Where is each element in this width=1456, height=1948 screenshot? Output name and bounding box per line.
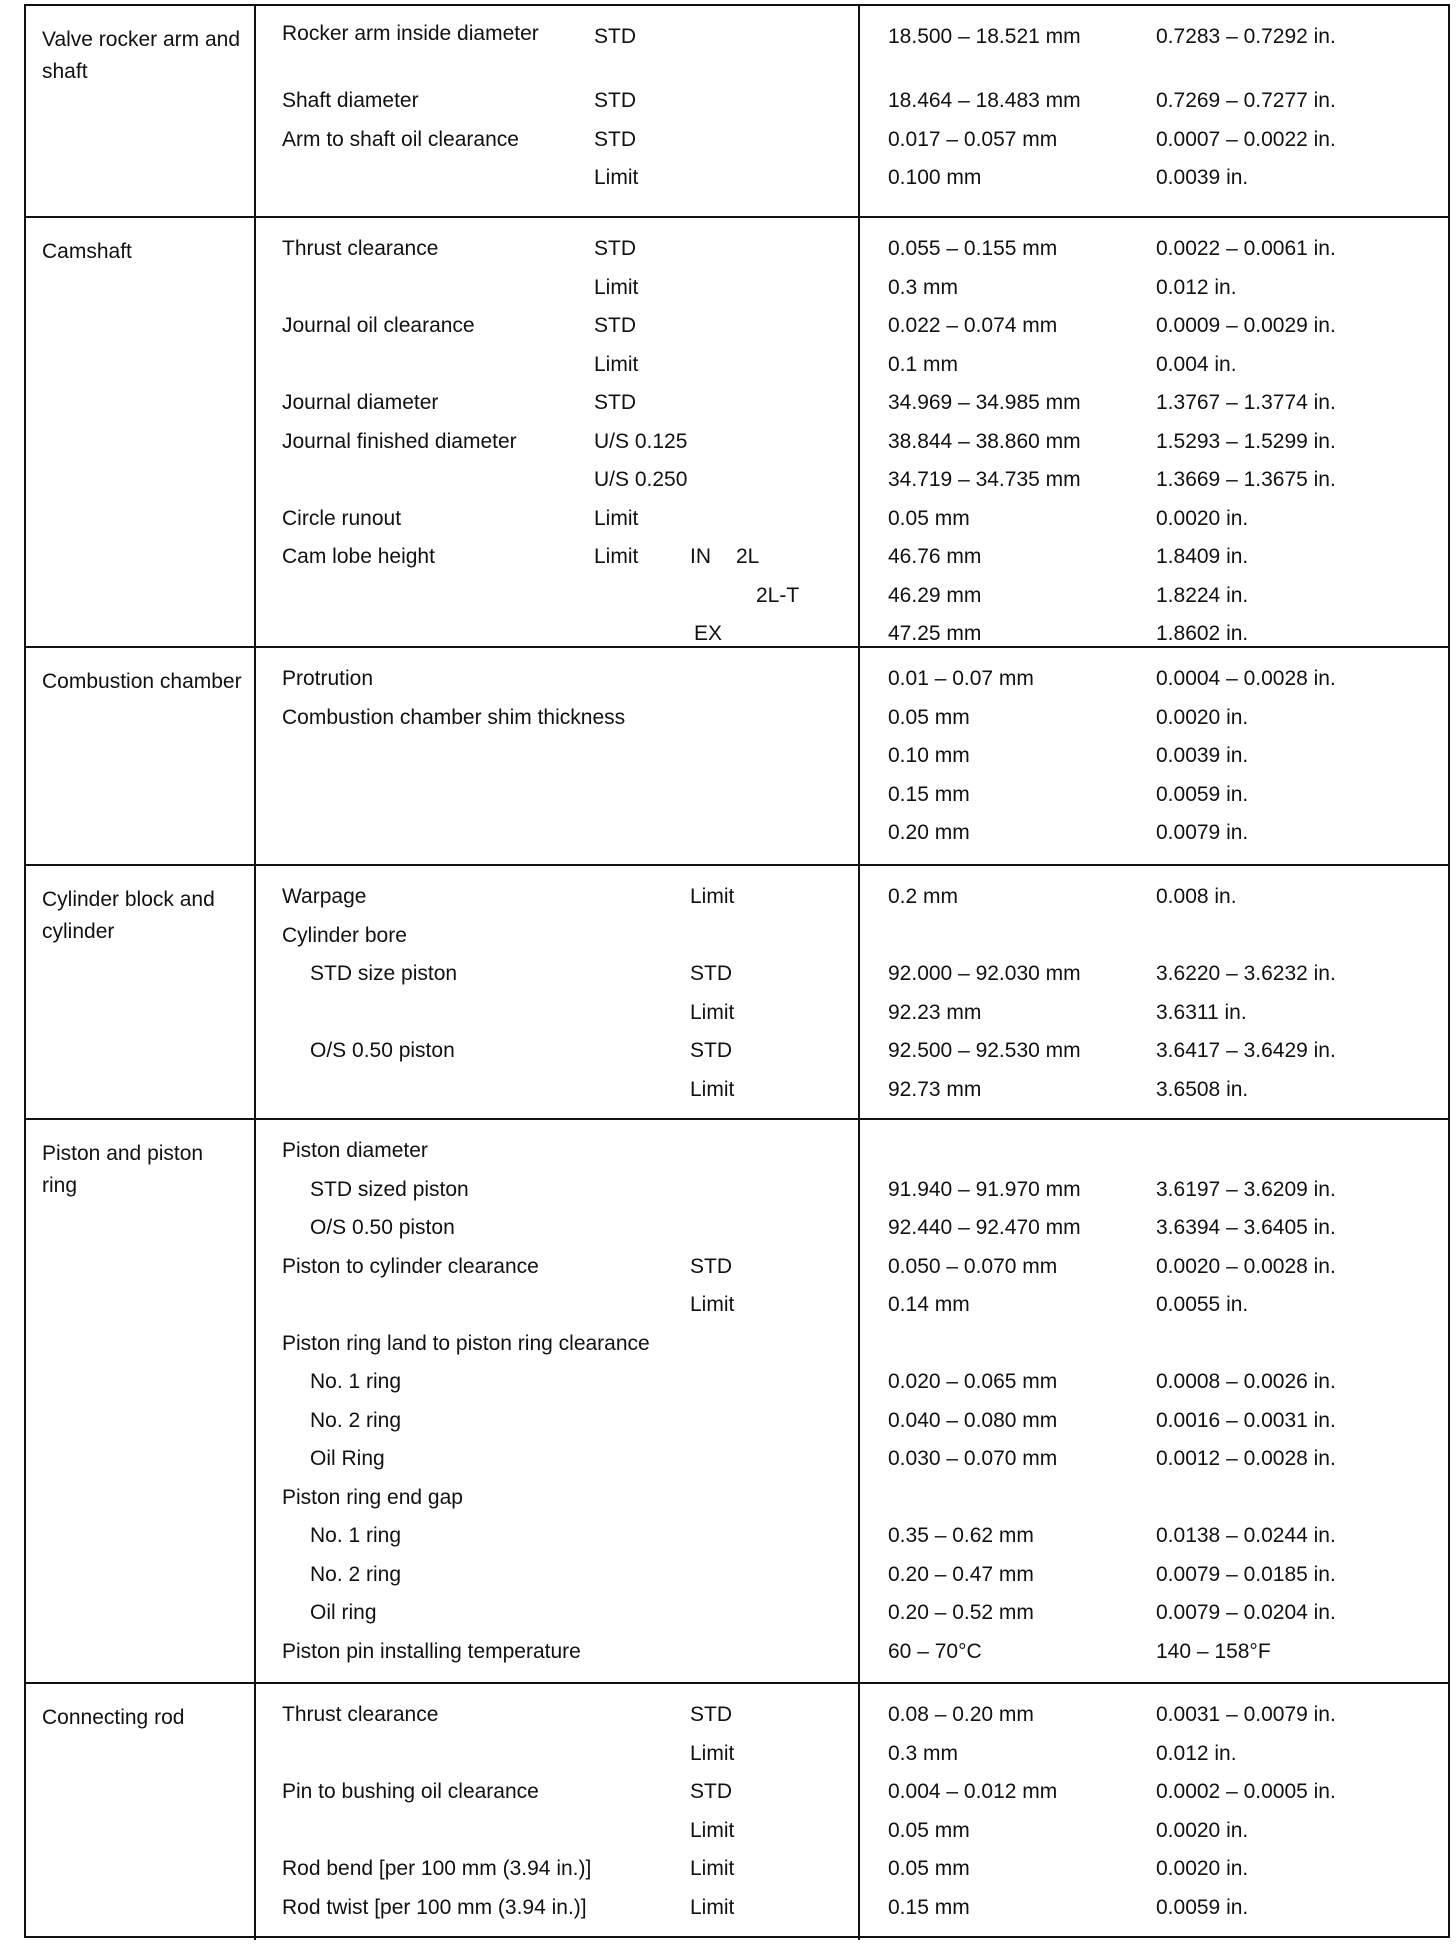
spec-condition: Limit	[690, 1293, 735, 1316]
imperial-value: 3.6394 – 3.6405 in.	[1156, 1216, 1336, 1239]
spec-item: Warpage	[282, 885, 367, 908]
metric-value: 0.2 mm	[888, 885, 959, 908]
metric-value: 0.1 mm	[888, 352, 959, 376]
spec-row	[26, 660, 1448, 698]
imperial-value: 0.008 in.	[1156, 885, 1237, 908]
spec-condition: IN	[690, 545, 711, 568]
spec-item: Thrust clearance	[282, 237, 439, 260]
metric-value: 0.35 – 0.62 mm	[888, 1524, 1034, 1547]
metric-value: 0.05 mm	[888, 506, 970, 530]
spec-row	[26, 1696, 1448, 1734]
metric-value: 0.022 – 0.074 mm	[888, 314, 1058, 337]
imperial-value: 3.6197 – 3.6209 in.	[1156, 1177, 1336, 1201]
spec-row	[26, 699, 1448, 737]
metric-value: 18.500 – 18.521 mm	[888, 25, 1081, 48]
spec-row	[26, 461, 1448, 499]
spec-row	[26, 1479, 1448, 1517]
spec-condition: STD	[690, 962, 732, 985]
spec-item: Piston to cylinder clearance	[282, 1254, 539, 1278]
spec-item: No. 1 ring	[310, 1524, 402, 1547]
imperial-value: 0.0020 in.	[1156, 1857, 1249, 1880]
spec-row	[26, 917, 1448, 955]
spec-condition: STD	[594, 391, 636, 414]
spec-condition: STD	[594, 237, 636, 260]
spec-item: STD size piston	[310, 962, 458, 985]
metric-value: 0.3 mm	[888, 1741, 959, 1765]
spec-row	[26, 1889, 1448, 1927]
spec-item: STD sized piston	[310, 1177, 469, 1201]
spec-row	[26, 230, 1448, 268]
spec-condition: STD	[594, 89, 636, 112]
spec-item: Pin to bushing oil clearance	[282, 1780, 539, 1803]
imperial-value: 0.0002 – 0.0005 in.	[1156, 1780, 1336, 1803]
spec-condition: Limit	[690, 1000, 735, 1024]
metric-value: 0.15 mm	[888, 1895, 970, 1919]
spec-condition: Limit	[690, 1818, 735, 1842]
metric-value: 0.040 – 0.080 mm	[888, 1408, 1058, 1432]
spec-condition: Limit	[594, 545, 639, 568]
metric-value: 34.969 – 34.985 mm	[888, 391, 1081, 414]
spec-condition: STD	[594, 314, 636, 337]
spec-row	[26, 1248, 1448, 1286]
spec-row	[26, 1402, 1448, 1440]
spec-row	[26, 878, 1448, 916]
spec-row	[26, 1517, 1448, 1555]
imperial-value: 0.7283 – 0.7292 in.	[1156, 25, 1336, 48]
spec-item: Cylinder bore	[282, 923, 407, 947]
spec-condition: STD	[594, 127, 636, 151]
metric-value: 0.100 mm	[888, 166, 982, 189]
imperial-value: 1.5293 – 1.5299 in.	[1156, 429, 1336, 453]
spec-row	[26, 577, 1448, 615]
spec-item: Piston diameter	[282, 1139, 428, 1162]
imperial-value: 1.8409 in.	[1156, 545, 1249, 568]
imperial-value: 0.7269 – 0.7277 in.	[1156, 89, 1336, 112]
metric-value: 92.500 – 92.530 mm	[888, 1039, 1081, 1062]
imperial-value: 0.0007 – 0.0022 in.	[1156, 127, 1336, 151]
spec-condition: EX	[694, 622, 723, 645]
section-title: Valve rocker arm and shaft	[42, 28, 241, 83]
imperial-value: 0.0079 – 0.0204 in.	[1156, 1601, 1336, 1624]
imperial-value: 0.0009 – 0.0029 in.	[1156, 314, 1336, 337]
imperial-value: 0.0008 – 0.0026 in.	[1156, 1370, 1336, 1393]
spec-item: Rod twist [per 100 mm (3.94 in.)]	[282, 1895, 587, 1919]
spec-row	[26, 1286, 1448, 1324]
spec-row	[26, 346, 1448, 384]
spec-item: Arm to shaft oil clearance	[282, 127, 519, 151]
imperial-value: 1.3767 – 1.3774 in.	[1156, 391, 1336, 414]
metric-value: 92.440 – 92.470 mm	[888, 1216, 1081, 1239]
metric-value: 0.030 – 0.070 mm	[888, 1447, 1058, 1470]
imperial-value: 0.0079 in.	[1156, 821, 1249, 844]
spec-row	[26, 1773, 1448, 1811]
spec-section	[26, 1118, 1448, 1682]
imperial-value: 0.012 in.	[1156, 1741, 1237, 1765]
spec-item: Piston ring land to piston ring clearance	[282, 1331, 650, 1355]
spec-condition: Limit	[594, 166, 639, 189]
spec-row	[26, 307, 1448, 345]
imperial-value: 0.0079 – 0.0185 in.	[1156, 1562, 1336, 1586]
imperial-value: 0.0059 in.	[1156, 782, 1249, 806]
spec-item: O/S 0.50 piston	[310, 1216, 455, 1239]
metric-value: 46.29 mm	[888, 583, 982, 607]
imperial-value: 0.0012 – 0.0028 in.	[1156, 1447, 1336, 1470]
imperial-value: 0.0016 – 0.0031 in.	[1156, 1408, 1336, 1432]
spec-condition: Limit	[690, 1077, 735, 1101]
metric-value: 91.940 – 91.970 mm	[888, 1177, 1081, 1201]
spec-item: Oil ring	[310, 1601, 377, 1624]
spec-item: O/S 0.50 piston	[310, 1039, 455, 1062]
spec-condition: STD	[690, 1254, 732, 1278]
spec-item: Thrust clearance	[282, 1703, 439, 1726]
spec-row	[26, 776, 1448, 814]
spec-row	[26, 1132, 1448, 1170]
spec-row	[26, 814, 1448, 852]
spec-item: Piston ring end gap	[282, 1485, 463, 1509]
metric-value: 0.017 – 0.057 mm	[888, 127, 1058, 151]
imperial-value: 0.0138 – 0.0244 in.	[1156, 1524, 1336, 1547]
spec-item: Shaft diameter	[282, 89, 419, 112]
spec-item: Piston pin installing temperature	[282, 1639, 581, 1663]
spec-item: Cam lobe height	[282, 545, 435, 568]
spec-row	[26, 1171, 1448, 1209]
spec-item: No. 2 ring	[310, 1408, 402, 1432]
imperial-value: 0.0020 in.	[1156, 705, 1249, 729]
imperial-value: 0.0059 in.	[1156, 1895, 1249, 1919]
metric-value: 34.719 – 34.735 mm	[888, 468, 1081, 491]
spec-condition: U/S 0.125	[594, 429, 688, 453]
spec-condition: Limit	[690, 885, 735, 908]
imperial-value: 0.0020 – 0.0028 in.	[1156, 1254, 1336, 1278]
imperial-value: 0.0020 in.	[1156, 506, 1249, 530]
metric-value: 0.055 – 0.155 mm	[888, 237, 1058, 260]
metric-value: 0.01 – 0.07 mm	[888, 667, 1034, 690]
metric-value: 0.05 mm	[888, 1818, 970, 1842]
spec-condition: Limit	[594, 352, 639, 376]
imperial-value: 0.0022 – 0.0061 in.	[1156, 237, 1336, 260]
spec-condition: STD	[690, 1703, 732, 1726]
spec-table	[24, 4, 1450, 1938]
spec-section	[26, 864, 1448, 1118]
metric-value: 0.004 – 0.012 mm	[888, 1780, 1058, 1803]
spec-row	[26, 1850, 1448, 1888]
imperial-value: 3.6417 – 3.6429 in.	[1156, 1039, 1336, 1062]
metric-value: 0.20 mm	[888, 821, 970, 844]
spec-row	[26, 737, 1448, 775]
imperial-value: 3.6220 – 3.6232 in.	[1156, 962, 1336, 985]
metric-value: 38.844 – 38.860 mm	[888, 429, 1081, 453]
spec-item: Rod bend [per 100 mm (3.94 in.)]	[282, 1857, 592, 1880]
metric-value: 0.14 mm	[888, 1293, 970, 1316]
metric-value: 0.10 mm	[888, 744, 970, 767]
spec-row	[26, 1735, 1448, 1773]
metric-value: 0.08 – 0.20 mm	[888, 1703, 1034, 1726]
imperial-value: 0.0031 – 0.0079 in.	[1156, 1703, 1336, 1726]
metric-value: 92.000 – 92.030 mm	[888, 962, 1081, 985]
spec-row	[26, 1071, 1448, 1109]
imperial-value: 1.8602 in.	[1156, 622, 1249, 645]
spec-row	[26, 423, 1448, 461]
imperial-value: 3.6311 in.	[1156, 1000, 1247, 1024]
spec-row	[26, 121, 1448, 159]
spec-condition: Limit	[690, 1741, 735, 1765]
spec-row	[26, 1363, 1448, 1401]
imperial-value: 1.3669 – 1.3675 in.	[1156, 468, 1336, 491]
section-title: Connecting rod	[42, 1706, 185, 1729]
imperial-value: 0.0039 in.	[1156, 166, 1249, 189]
spec-item: Circle runout	[282, 506, 402, 530]
metric-value: 47.25 mm	[888, 622, 982, 645]
spec-item: Protrution	[282, 667, 374, 690]
spec-item: Journal finished diameter	[282, 429, 517, 453]
spec-item: Rocker arm inside diameter	[282, 22, 539, 45]
metric-value: 60 – 70°C	[888, 1639, 982, 1663]
metric-value: 0.20 – 0.47 mm	[888, 1562, 1034, 1586]
section-title: Piston and piston ring	[42, 1142, 204, 1197]
spec-row	[26, 269, 1448, 307]
spec-item: Journal oil clearance	[282, 314, 475, 337]
imperial-value: 0.0004 – 0.0028 in.	[1156, 667, 1336, 690]
spec-row	[26, 1032, 1448, 1070]
spec-row	[26, 1325, 1448, 1363]
spec-row	[26, 500, 1448, 538]
spec-section	[26, 6, 1448, 216]
metric-value: 0.05 mm	[888, 705, 970, 729]
metric-value: 0.20 – 0.52 mm	[888, 1601, 1034, 1624]
spec-row	[26, 82, 1448, 120]
spec-row	[26, 994, 1448, 1032]
spec-section	[26, 1682, 1448, 1940]
spec-row	[26, 1440, 1448, 1478]
spec-condition: Limit	[690, 1895, 735, 1919]
spec-row	[26, 159, 1448, 197]
spec-row	[26, 1556, 1448, 1594]
spec-condition: 2L	[736, 545, 760, 568]
spec-item: Oil Ring	[310, 1447, 385, 1470]
spec-condition: Limit	[594, 275, 639, 299]
spec-row	[26, 384, 1448, 422]
spec-row	[26, 538, 1448, 576]
spec-item: No. 2 ring	[310, 1562, 402, 1586]
spec-condition: U/S 0.250	[594, 468, 688, 491]
metric-value: 0.05 mm	[888, 1857, 970, 1880]
metric-value: 0.15 mm	[888, 782, 970, 806]
metric-value: 18.464 – 18.483 mm	[888, 89, 1081, 112]
spec-condition: STD	[594, 25, 636, 48]
metric-value: 92.23 mm	[888, 1000, 982, 1024]
spec-row	[26, 955, 1448, 993]
metric-value: 0.020 – 0.065 mm	[888, 1370, 1058, 1393]
spec-condition: Limit	[594, 506, 639, 530]
section-title: Camshaft	[42, 240, 132, 263]
imperial-value: 0.012 in.	[1156, 275, 1237, 299]
spec-section	[26, 646, 1448, 864]
section-title: Combustion chamber	[42, 670, 242, 693]
spec-row	[26, 18, 1448, 82]
section-title: Cylinder block and cylinder	[42, 888, 215, 943]
imperial-value: 1.8224 in.	[1156, 583, 1249, 607]
imperial-value: 140 – 158°F	[1156, 1639, 1271, 1663]
spec-item: Combustion chamber shim thickness	[282, 705, 626, 729]
spec-row	[26, 1812, 1448, 1850]
spec-condition: Limit	[690, 1857, 735, 1880]
spec-item: No. 1 ring	[310, 1370, 402, 1393]
imperial-value: 0.0055 in.	[1156, 1293, 1249, 1316]
metric-value: 46.76 mm	[888, 545, 982, 568]
metric-value: 0.050 – 0.070 mm	[888, 1254, 1058, 1278]
spec-item: Journal diameter	[282, 391, 439, 414]
metric-value: 0.3 mm	[888, 275, 959, 299]
spec-row	[26, 1633, 1448, 1671]
spec-condition: 2L-T	[756, 583, 800, 607]
spec-row	[26, 1594, 1448, 1632]
spec-row	[26, 1209, 1448, 1247]
spec-section	[26, 216, 1448, 646]
imperial-value: 0.0039 in.	[1156, 744, 1249, 767]
spec-condition: STD	[690, 1780, 732, 1803]
imperial-value: 3.6508 in.	[1156, 1077, 1249, 1101]
imperial-value: 0.004 in.	[1156, 352, 1237, 376]
imperial-value: 0.0020 in.	[1156, 1818, 1249, 1842]
metric-value: 92.73 mm	[888, 1077, 982, 1101]
spec-condition: STD	[690, 1039, 732, 1062]
